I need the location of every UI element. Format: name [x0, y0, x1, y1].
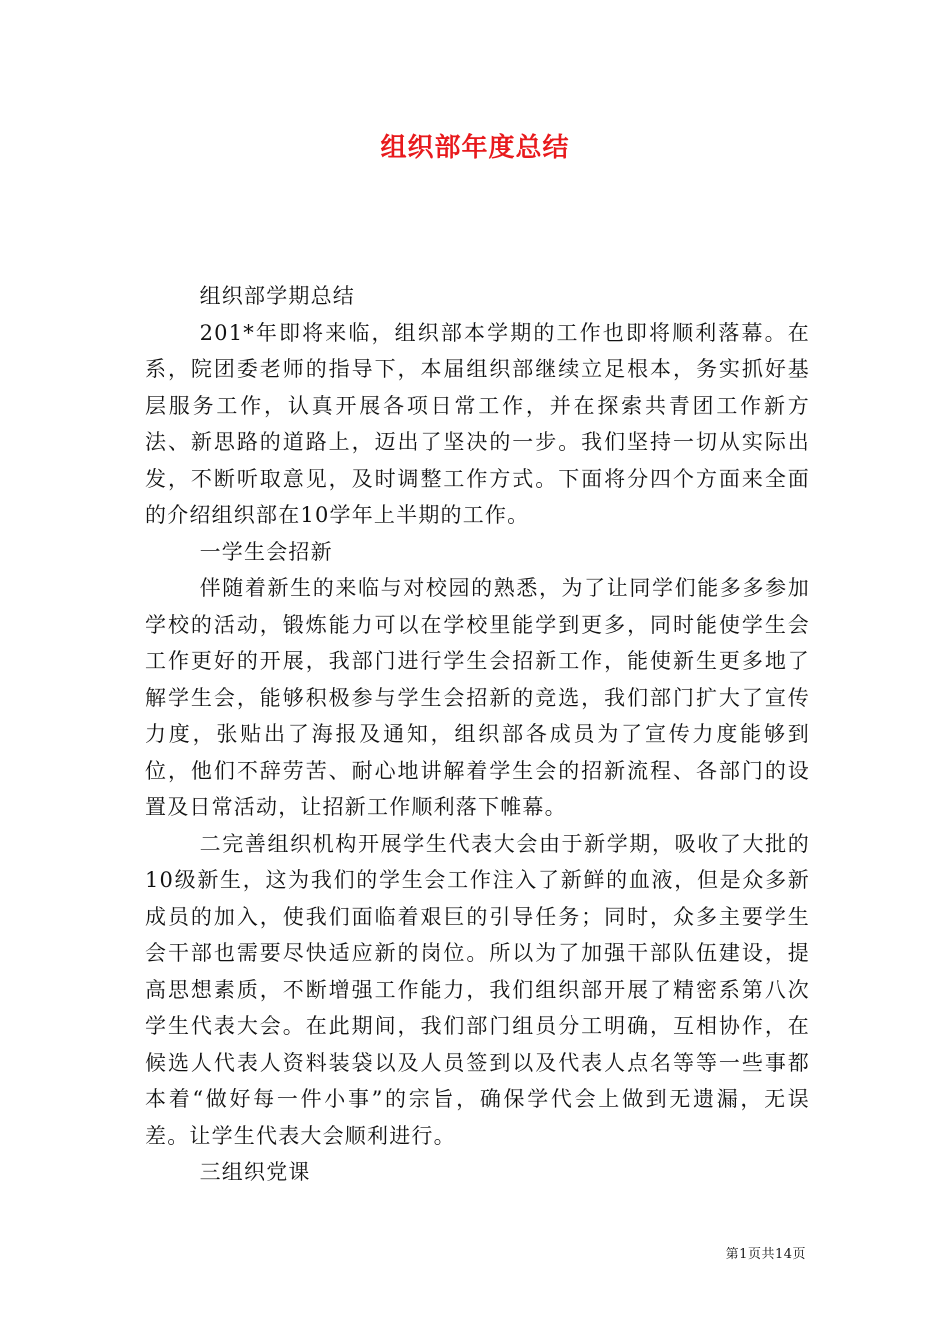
paragraph-intro: 201*年即将来临，组织部本学期的工作也即将顺利落幕。在系，院团委老师的指导下，本届组织部继续立足根本，务实抓好基层服务工作，认真开展各项日常工作，并在探索共青团工作新方法、新思路的道路上，迈出了坚决的一步。我们坚持一切从实际出发，不断听取意见，及时调整工作方式。下面将分四个方面来全面的介绍组织部在10学年上半期的工作。: [145, 320, 810, 527]
paragraph-congress: 二完善组织机构开展学生代表大会由于新学期，吸收了大批的10级新生，这为我们的学生会工作注入了新鲜的血液，但是众多新成员的加入，使我们面临着艰巨的引导任务；同时，众多主要学生会干部也需要尽快适应新的岗位。所以为了加强干部队伍建设，提高思想素质，不断增强工作能力，我们组织部开展了精密系第八次学生代表大会。在此期间，我们部门组员分工明确，互相协作，在候选人代表人资料装袋以及人员签到以及代表人点名等等一些事都本着“做好每一件小事”的宗旨，确保学代会上做到无遗漏，无误差。让学生代表大会顺利进行。: [145, 831, 810, 1148]
document-body: [145, 278, 810, 1191]
section-heading-summary: 组织部学期总结: [199, 284, 355, 308]
page-number: 第1页共14页: [725, 1247, 806, 1262]
document-title: 组织部年度总结: [380, 133, 570, 163]
paragraph-recruitment: 伴随着新生的来临与对校园的熟悉，为了让同学们能多多参加学校的活动，锻炼能力可以在学校里能学到更多，同时能使学生会工作更好的开展，我部门进行学生会招新工作，能使新生更多地了解学生会，能够积极参与学生会招新的竞选，我们部门扩大了宣传力度，张贴出了海报及通知，组织部各成员为了宣传力度能够到位，他们不辞劳苦、耐心地讲解着学生会的招新流程、各部门的设置及日常活动，让招新工作顺利落下帷幕。: [145, 576, 810, 819]
section-heading-party-class: 三组织党课: [199, 1160, 311, 1184]
section-heading-recruitment: 一学生会招新: [199, 539, 333, 564]
